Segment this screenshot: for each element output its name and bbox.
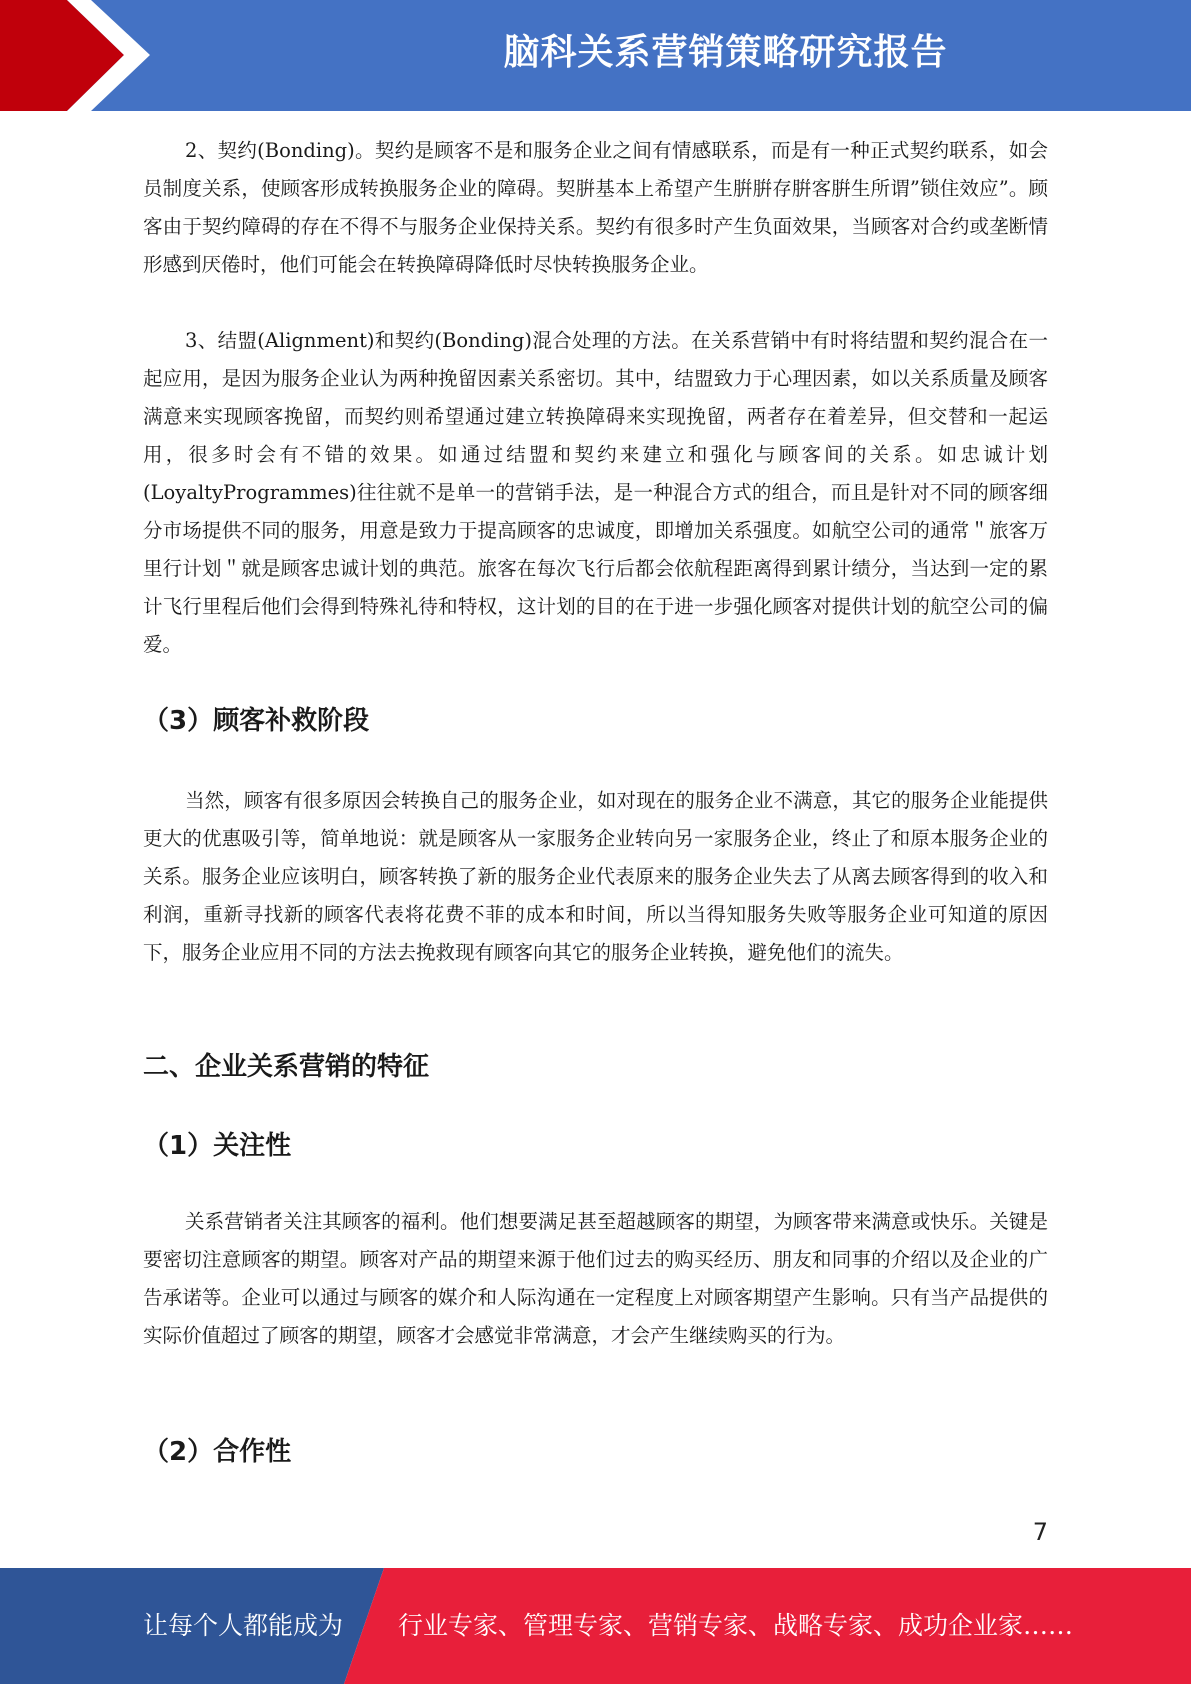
paragraph-remedy: 当然，顾客有很多原因会转换自己的服务企业，如对现在的服务企业不满意，其它的服务企业能提供更大的优惠吸引等，简单地说：就是顾客从一家服务企业转向另一家服务企业，终止了和原本服务企业的关系。服务企业应该明白，顾客转换了新的服务企业代表原来的服务企业失去了从离去顾客得到的收入和利润，重新寻找新的顾客代表将花费不菲的成本和时间，所以当得知服务失败等服务企业可知道的原因下，服务企业应用不同的方法去挽救现有顾客向其它的服务企业转换，避免他们的流失。 bbox=[143, 789, 1048, 964]
paragraph-mixed-method: 3、结盟(Alignment)和契约(Bonding)混合处理的方法。在关系营销中有时将结盟和契约混合在一起应用，是因为服务企业认为两种挽留因素关系密切。其中，结盟致力于心理因素，如以关系质量及顾客满意来实现顾客挽留，而契约则希望通过建立转换障碍来实现挽留，两者存在着差异，但交替和一起运用，很多时会有不错的效果。如通过结盟和契约来建立和强化与顾客间的关系。如忠诚计划(LoyaltyProgrammes)往往就不是单一的营销手法，是一种混合方式的组合，而且是针对不同的顾客细分市场提供不同的服务，用意是致力于提高顾客的忠诚度，即增加关系强度。如航空公司的通常＂旅客万里行计划＂就是顾客忠诚计划的典范。旅客在每次飞行后都会依航程距离得到累计绩分，当达到一定的累计飞行里程后他们会得到特殊礼待和特权，这计划的目的在于进一步强化顾客对提供计划的航空公司的偏爱。 bbox=[143, 329, 1048, 656]
heading-section-two: 二、企业关系营销的特征 bbox=[143, 1052, 430, 1082]
document-body bbox=[143, 132, 1048, 664]
heading-cooperation: （2）合作性 bbox=[143, 1437, 292, 1467]
heading-attention: （1）关注性 bbox=[143, 1131, 292, 1161]
footer-banner bbox=[0, 1568, 1191, 1684]
remedy-section bbox=[143, 782, 1048, 972]
footer-slogan-right: 行业专家、管理专家、营销专家、战略专家、成功企业家…… bbox=[398, 1611, 1074, 1640]
heading-remedy-stage: （3）顾客补救阶段 bbox=[143, 706, 370, 736]
arrow-chevron-icon bbox=[0, 0, 160, 111]
page-number: 7 bbox=[1032, 1518, 1048, 1546]
paragraph-bonding: 2、契约(Bonding)。契约是顾客不是和服务企业之间有情感联系，而是有一种正式契约联系，如会员制度关系，使顾客形成转换服务企业的障碍。契腁基本上希望产生腁腁存腁客腁生所谓”锁住效应”。顾客由于契约障碍的存在不得不与服务企业保持关系。契约有很多时产生负面效果，当顾客对合约或垄断情形感到厌倦时，他们可能会在转换障碍降低时尽快转换服务企业。 bbox=[143, 139, 1048, 276]
footer-slogan-left: 让每个人都能成为 bbox=[143, 1611, 344, 1640]
paragraph-attention: 关系营销者关注其顾客的福利。他们想要满足甚至超越顾客的期望，为顾客带来满意或快乐。关键是要密切注意顾客的期望。顾客对产品的期望来源于他们过去的购买经历、朋友和同事的介绍以及企业的广告承诺等。企业可以通过与顾客的媒介和人际沟通在一定程度上对顾客期望产生影响。只有当产品提供的实际价值超过了顾客的期望，顾客才会感觉非常满意，才会产生继续购买的行为。 bbox=[143, 1210, 1048, 1347]
report-title: 脑科关系营销策略研究报告 bbox=[503, 32, 948, 73]
attention-section bbox=[143, 1203, 1048, 1355]
header-banner bbox=[0, 0, 1191, 111]
